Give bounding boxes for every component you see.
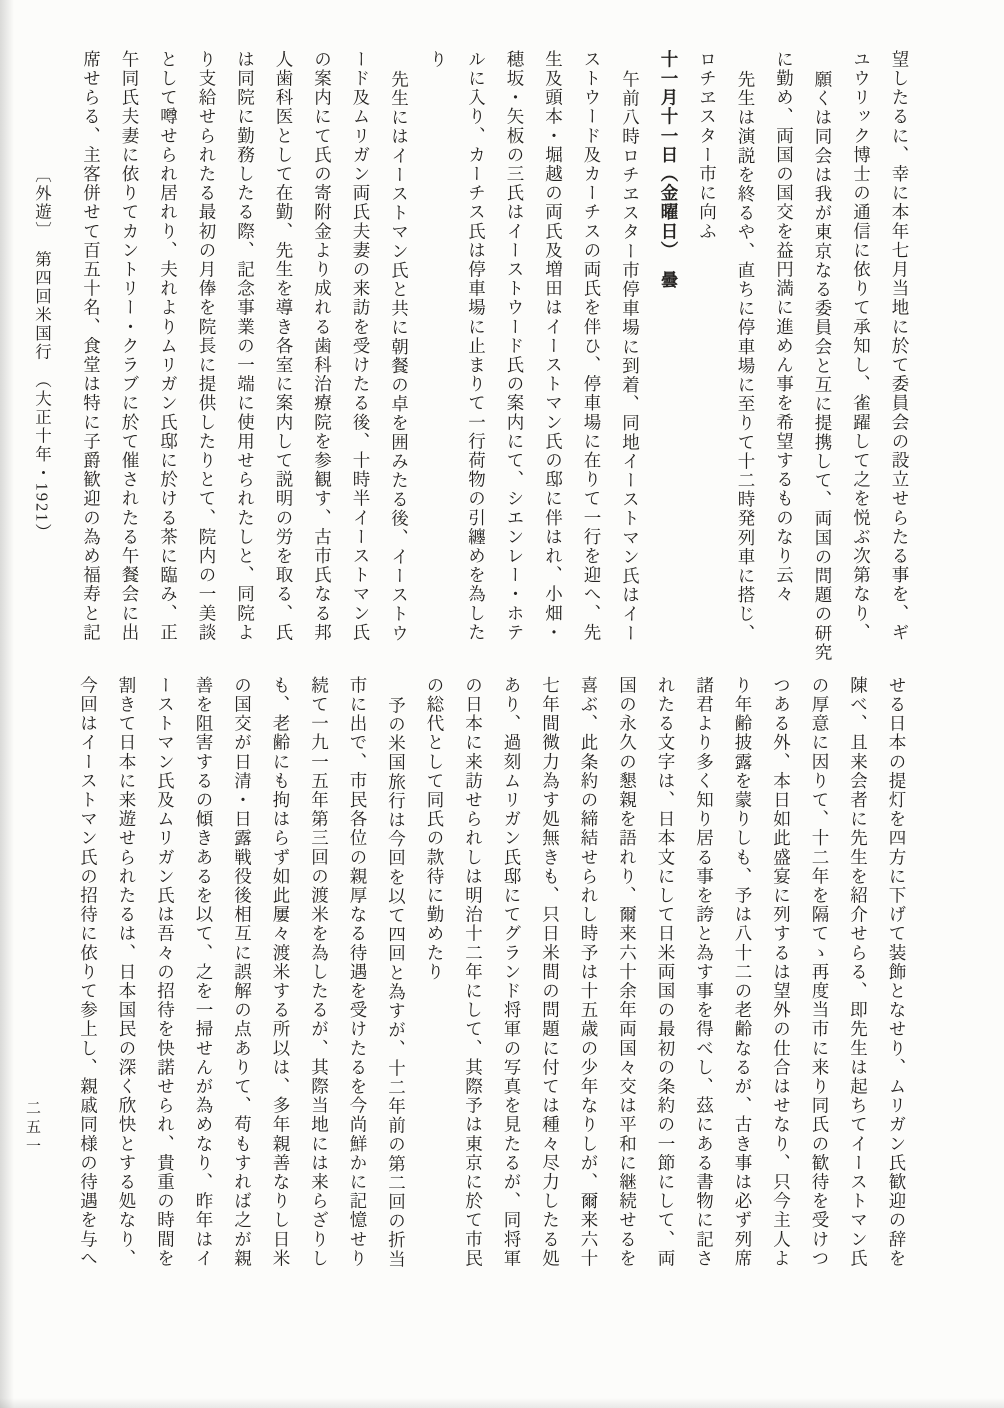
text-column: 午前八時ロチヱスター市停車場に到着、同地イーストマン氏はイー (620, 70, 641, 643)
text-column: ロチヱスター市に向ふ (697, 50, 718, 241)
scan-edge-shadow-left (0, 0, 14, 1408)
text-column: 善を阻害するの傾きあるを以て、之を一掃せんが為めなり、昨年はイ (194, 676, 214, 1269)
text-column: 諸君より多く知り居る事を誇と為す事を得べし、茲にある書物に記さ (694, 676, 715, 1269)
date-heading-column: 十一月十一日（金曜日） 曇 (659, 50, 679, 290)
text-column: の日本に来訪せられしは明治十二年にして、其際予は東京に於て市民 (463, 676, 484, 1269)
text-column: ード及ムリガン両氏夫妻の来訪を受けたる後、十時半イーストマン氏 (351, 50, 371, 643)
text-column: ルに入り、カーチス氏は停車場に止まりて一行荷物の引纏めを為した (466, 50, 487, 643)
running-header: 〔外遊〕 第四回米国行 （大正十年・1921） (32, 166, 52, 542)
text-column: 予の米国旅行は今回を以て四回と為すが、十二年前の第二回の折当 (386, 696, 407, 1269)
text-column: れたる文字は、日本文にして日米両国の最初の条約の一節にして、両 (656, 676, 676, 1269)
text-column: つある外、本日如此盛宴に列するは望外の仕合はせなり、只今主人よ (771, 676, 792, 1269)
text-column: 望したるに、幸に本年七月当地に於て委員会の設立せらたる事を、ギ (890, 50, 910, 643)
text-column: の総代として同氏の款待に勤めたり (425, 676, 445, 982)
scan-edge-shadow-bottom (0, 1398, 1004, 1408)
bottom-text-block (78, 676, 907, 1269)
top-text-block (81, 50, 910, 663)
text-column: として噂せられ居れり、夫れよりムリガン氏邸に於ける茶に臨み、正 (158, 50, 179, 643)
text-column: 続て一九一五年第三回の渡米を為したるが、其際当地には来らざりし (309, 676, 330, 1269)
text-column: ストウード及カーチスの両氏を伴ひ、停車場に在りて一行を迎へ、先 (582, 50, 602, 643)
text-column: 喜ぶ、此条約の締結せられし時予は十五歳の少年なりしが、爾来六十 (579, 676, 599, 1269)
text-column: に勤め、両国の国交を益円満に進めん事を希望するものなり云々 (774, 50, 795, 604)
text-column: の厚意に因りて、十二年を隔てゝ再度当市に来り同氏の歓待を受けつ (810, 676, 830, 1269)
text-column: り (428, 50, 448, 70)
text-column: 割きて日本に来遊せられたるは、日本国民の深く欣快とする処なり、 (117, 676, 137, 1269)
text-column: 七年間微力為す処無きも、只日米間の問題に付ては種々尽力したる処 (540, 676, 561, 1269)
text-column: 穂坂・矢板の三氏はイーストウード氏の案内にて、シエンレー・ホテ (505, 50, 525, 643)
text-column: り支給せられたる最初の月俸を院長に提供したりとて、院内の一美談 (197, 50, 217, 643)
text-column: ユウリック博士の通信に依りて承知し、雀躍して之を悦ぶ次第なり、 (851, 50, 872, 643)
text-column: 先生は演説を終るや、直ちに停車場に至りて十二時発列車に搭じ、 (736, 70, 756, 643)
text-column: も、老齢にも拘はらず如此屢々渡米する所以は、多年親善なりし日米 (271, 676, 291, 1269)
text-column: せる日本の提灯を四方に下げて装飾となせり、ムリガン氏歓迎の辞を (887, 676, 907, 1269)
page-number: 二五一 (24, 1100, 40, 1157)
text-column: 先生にはイーストマン氏と共に朝餐の卓を囲みたる後、イーストウ (389, 70, 410, 643)
text-column: の案内にて氏の寄附金より成れる歯科治療院を参観す、古市氏なる邦 (312, 50, 333, 643)
text-column: 陳べ、且来会者に先生を紹介せらる、即先生は起ちてイーストマン氏 (848, 676, 869, 1269)
text-column: 午同氏夫妻に依りてカントリー・クラブに於て催されたる午餐会に出 (120, 50, 140, 643)
text-column: 国の永久の懇親を語れり、爾来六十余年両国々交は平和に継続せるを (617, 676, 638, 1269)
text-column: 人歯科医として在勤、先生を導き各室に案内して説明の労を取る、氏 (274, 50, 294, 643)
text-column: 席せらる、主客併せて百五十名、食堂は特に子爵歓迎の為め福寿と記 (81, 50, 102, 643)
text-column: り年齢披露を蒙りしも、予は八十二の老齢なるが、古き事は必ず列席 (733, 676, 753, 1269)
text-column: は同院に勤務したる際、記念事業の一端に使用せられたしと、同院よ (235, 50, 256, 643)
text-column: あり、過刻ムリガン氏邸にてグランド将軍の写真を見たるが、同将軍 (502, 676, 522, 1269)
text-column: 生及頭本・堀越の両氏及増田はイーストマン氏の邸に伴はれ、小畑・ (543, 50, 564, 643)
text-column: 市に出で、市民各位の親厚なる待遇を受けたるを今尚鮮かに記憶せり (348, 676, 368, 1269)
text-column: ーストマン氏及ムリガン氏は吾々の招待を快諾せられ、貴重の時間を (155, 676, 176, 1269)
text-column: 今回はイーストマン氏の招待に依りて参上し、親戚同様の待遇を与へ (78, 676, 99, 1269)
text-column: の国交が日清・日露戦役後相互に誤解の点ありて、苟もすれば之が親 (232, 676, 253, 1269)
text-column: 願くは同会は我が東京なる委員会と互に提携して、両国の問題の研究 (813, 70, 833, 663)
